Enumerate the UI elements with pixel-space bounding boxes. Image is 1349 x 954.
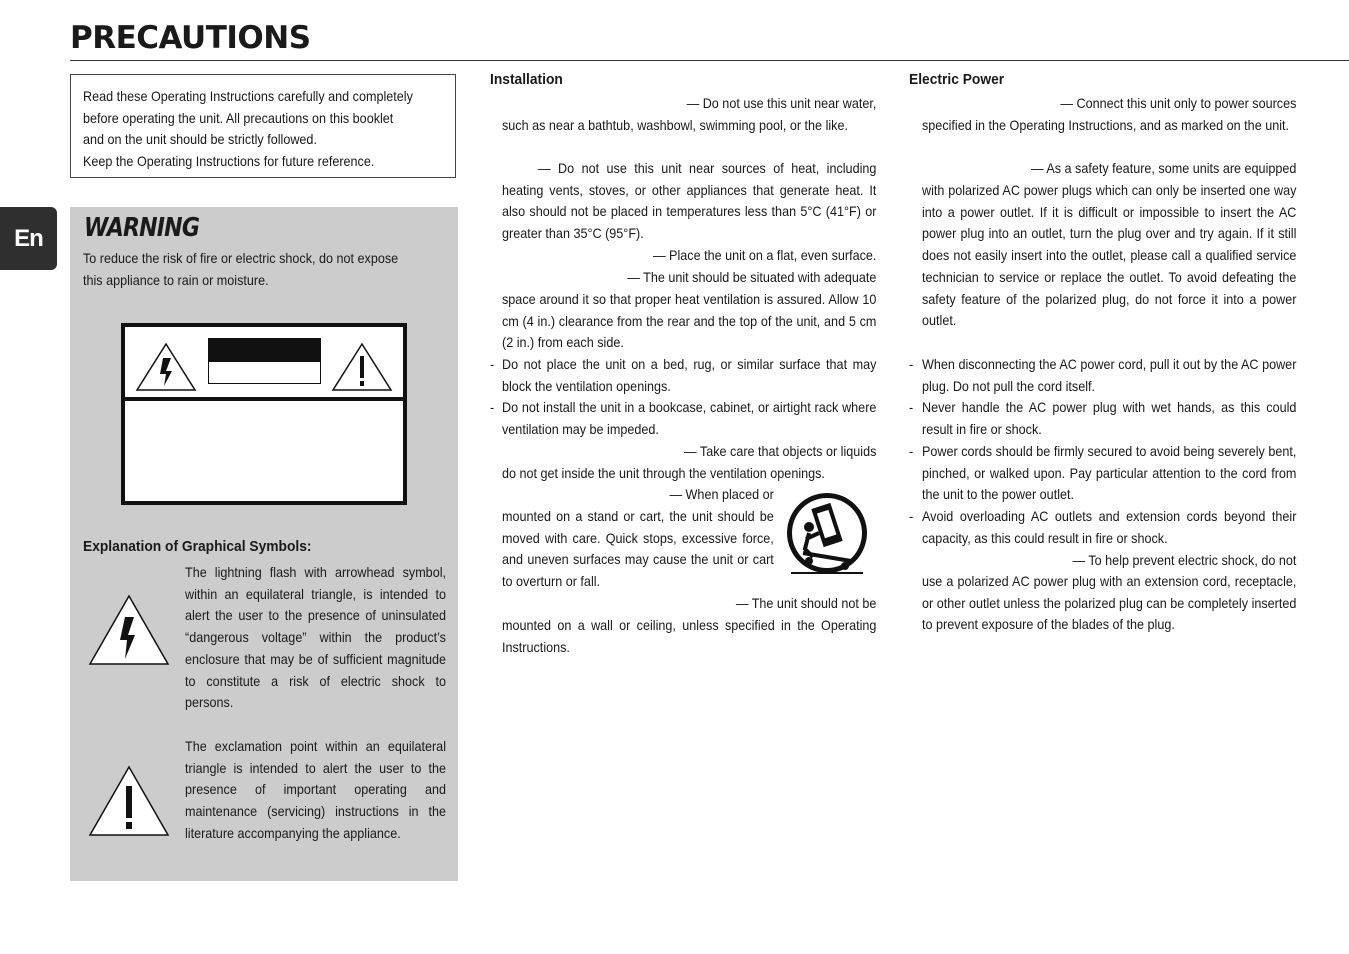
caution-label-bar xyxy=(208,338,321,384)
installation-bullet-1: Do not place the unit on a bed, rug, or similar surface that may block the ventilation openings. xyxy=(502,356,877,394)
electric-power-bullet-4-dash: - xyxy=(909,508,914,524)
electric-power-para-1a: — Connect this unit only to power sources xyxy=(1060,95,1297,111)
electric-power-bullet-3: Power cords should be firmly secured to avoid being severely bent, pinched, or walked upon. Pay particular attention to the cord from the unit to the power outlet. xyxy=(922,443,1297,503)
caution-label-black-band xyxy=(209,339,320,362)
warning-text-line-2: this appliance to rain or moisture. xyxy=(83,271,269,288)
electric-power-para-1b: specified in the Operating Instructions, and as marked on the unit. xyxy=(922,117,1290,133)
electric-power-para-2b: with polarized AC power plugs which can only be inserted one way into a power outlet. If it is difficult or impossible to insert the AC power plug into an outlet, turn the plug over and try again. If it still does not easily insert into the outlet, please call a qualified service technician to service or replace the outlet. To avoid defeating the safety feature of the polarized plug, do not force it into a power outlet. xyxy=(922,182,1297,329)
intro-line-4: Keep the Operating Instructions for future reference. xyxy=(83,153,375,170)
installation-para-6a: — When placed or xyxy=(669,486,774,502)
explanation-title: Explanation of Graphical Symbols: xyxy=(83,538,312,555)
installation-bullet-1-dash: - xyxy=(490,356,495,372)
installation-para-2: — Do not use this unit near sources of heat, including heating vents, stoves, or other appliances that generate heat. It also should not be placed in temperatures less than 5°C (41°F) or greater than 35°C (95°F). xyxy=(502,160,877,242)
warning-panel xyxy=(70,207,458,881)
installation-para-6b: mounted on a stand or cart, the unit should be moved with care. Quick stops, excessive force, and uneven surfaces may cause the unit or cart to overturn or fall. xyxy=(502,508,774,590)
electric-power-bullet-3-dash: - xyxy=(909,443,914,459)
electric-power-bullet-2: Never handle the AC power plug with wet hands, as this could result in fire or shock. xyxy=(922,399,1297,437)
lightning-triangle-icon xyxy=(135,342,197,392)
caution-label-top-strip xyxy=(125,327,403,401)
lightning-symbol-icon xyxy=(88,593,170,667)
exclamation-symbol-icon xyxy=(88,764,170,838)
exclamation-triangle-icon xyxy=(331,342,393,392)
intro-box xyxy=(70,74,456,178)
installation-para-7a: — The unit should not be xyxy=(735,595,877,611)
electric-power-bullet-1-dash: - xyxy=(909,356,914,372)
lightning-symbol-text: The lightning flash with arrowhead symbol, within an equilateral triangle, is intended to alert the user to the presence of uninsulated “dangerous voltage” within the product’s enclosure that may be of sufficient magnitude to constitute a risk of electric shock to persons. xyxy=(185,564,446,711)
installation-para-5a: — Take care that objects or liquids xyxy=(684,443,877,459)
title-rule xyxy=(70,60,1349,61)
warning-text-line-1: To reduce the risk of fire or electric shock, do not expose xyxy=(83,250,399,266)
electric-power-para-3a: — To help prevent electric shock, do not xyxy=(1072,552,1297,568)
caution-label-graphic xyxy=(121,323,407,505)
electric-power-para-2a: — As a safety feature, some units are equipped xyxy=(1030,160,1297,176)
installation-para-7b: mounted on a wall or ceiling, unless specified in the Operating Instructions. xyxy=(502,617,877,655)
electric-power-bullet-2-dash: - xyxy=(909,399,914,415)
installation-para-1a: — Do not use this unit near water, xyxy=(686,95,877,111)
installation-heading: Installation xyxy=(490,71,563,88)
cart-warning-icon xyxy=(785,491,871,577)
electric-power-bullet-1: When disconnecting the AC power cord, pull it out by the AC power plug. Do not pull the cord itself. xyxy=(922,356,1297,394)
intro-line-2: before operating the unit. All precautions on this booklet xyxy=(83,109,394,126)
installation-bullet-2-dash: - xyxy=(490,399,495,415)
electric-power-para-3b: use a polarized AC power plug with an extension cord, receptacle, or other outlet unless the polarized plug can be completely inserted to prevent exposure of the blades of the plug. xyxy=(922,573,1297,633)
warning-text xyxy=(83,248,448,291)
language-tab xyxy=(0,207,57,270)
intro-line-3: and on the unit should be strictly followed. xyxy=(83,131,317,148)
installation-para-1b: such as near a bathtub, washbowl, swimming pool, or the like. xyxy=(502,117,848,133)
intro-line-1: Read these Operating Instructions carefully and completely xyxy=(83,88,413,104)
electric-power-heading: Electric Power xyxy=(909,71,1005,88)
installation-bullet-2: Do not install the unit in a bookcase, cabinet, or airtight rack where ventilation may be impeded. xyxy=(502,399,877,437)
exclamation-symbol-text: The exclamation point within an equilateral triangle is intended to alert the user to the presence of important operating and maintenance (servicing) instructions in the literature accompanying the appliance. xyxy=(185,738,446,841)
intro-text xyxy=(83,86,448,173)
installation-para-4b: space around it so that proper heat ventilation is assured. Allow 10 cm (4 in.) clearance from the rear and the top of the unit, and 5 cm (2 in.) from each side. xyxy=(502,291,877,351)
installation-para-4a: — The unit should be situated with adequate xyxy=(627,269,877,285)
warning-heading: WARNING xyxy=(84,213,200,243)
electric-power-bullet-4: Avoid overloading AC outlets and extension cords beyond their capacity, as this could result in fire or shock. xyxy=(922,508,1297,546)
installation-para-5b: do not get inside the unit through the ventilation openings. xyxy=(502,465,825,481)
installation-para-3: — Place the unit on a flat, even surface. xyxy=(652,247,877,263)
language-tab-label: En xyxy=(14,225,43,252)
page-title: PRECAUTIONS xyxy=(70,20,311,56)
